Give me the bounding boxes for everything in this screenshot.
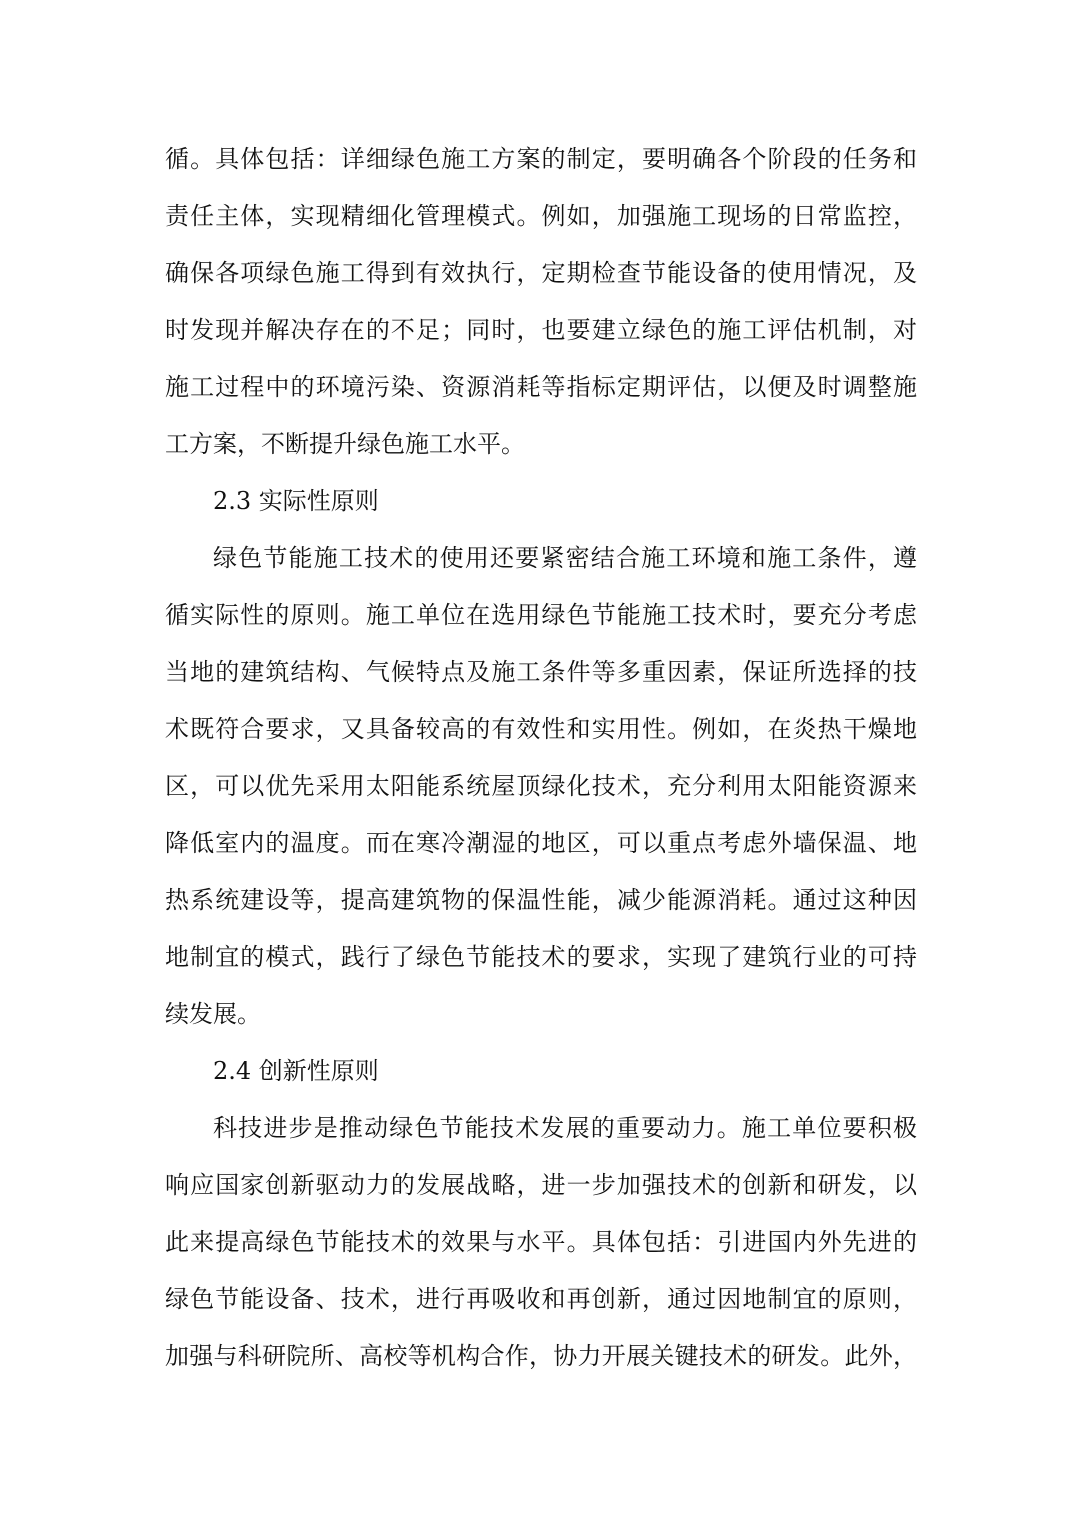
text-line: 循实际性的原则。施工单位在选用绿色节能施工技术时，要充分考虑 (165, 601, 917, 629)
text-line: 地制宜的模式，践行了绿色节能技术的要求，实现了建筑行业的可持 (165, 943, 917, 971)
text-line: 责任主体，实现精细化管理模式。例如，加强施工现场的日常监控， (165, 202, 917, 230)
section-heading-2-4: 2.4 创新性原则 (213, 1057, 379, 1085)
text-line: 此来提高绿色节能技术的效果与水平。具体包括：引进国内外先进的 (165, 1228, 917, 1256)
text-line: 绿色节能施工技术的使用还要紧密结合施工环境和施工条件，遵 (213, 544, 917, 572)
text-line: 工方案，不断提升绿色施工水平。 (165, 430, 525, 458)
paragraph-continuation (165, 131, 917, 473)
text-line: 当地的建筑结构、气候特点及施工条件等多重因素，保证所选择的技 (165, 658, 917, 686)
text-line: 续发展。 (165, 1000, 261, 1028)
text-line: 热系统建设等，提高建筑物的保温性能，减少能源消耗。通过这种因 (165, 886, 917, 914)
text-line: 科技进步是推动绿色节能技术发展的重要动力。施工单位要积极 (213, 1114, 917, 1142)
text-line: 区，可以优先采用太阳能系统屋顶绿化技术，充分利用太阳能资源来 (165, 772, 917, 800)
text-line: 确保各项绿色施工得到有效执行，定期检查节能设备的使用情况，及 (165, 259, 917, 287)
text-line: 术既符合要求，又具备较高的有效性和实用性。例如，在炎热干燥地 (165, 715, 917, 743)
text-line: 时发现并解决存在的不足；同时，也要建立绿色的施工评估机制，对 (165, 316, 917, 344)
paragraph-practicality (165, 530, 917, 1043)
section-heading-2-3: 2.3 实际性原则 (213, 487, 379, 515)
text-line: 响应国家创新驱动力的发展战略，进一步加强技术的创新和研发，以 (165, 1171, 917, 1199)
document-body (165, 131, 917, 1385)
text-line: 加强与科研院所、高校等机构合作，协力开展关键技术的研发。此外， (165, 1342, 917, 1370)
text-line: 循。具体包括：详细绿色施工方案的制定，要明确各个阶段的任务和 (165, 145, 917, 173)
text-line: 绿色节能设备、技术，进行再吸收和再创新，通过因地制宜的原则， (165, 1285, 917, 1313)
text-line: 降低室内的温度。而在寒冷潮湿的地区，可以重点考虑外墙保温、地 (165, 829, 917, 857)
text-line: 施工过程中的环境污染、资源消耗等指标定期评估，以便及时调整施 (165, 373, 917, 401)
paragraph-innovation (165, 1100, 917, 1385)
